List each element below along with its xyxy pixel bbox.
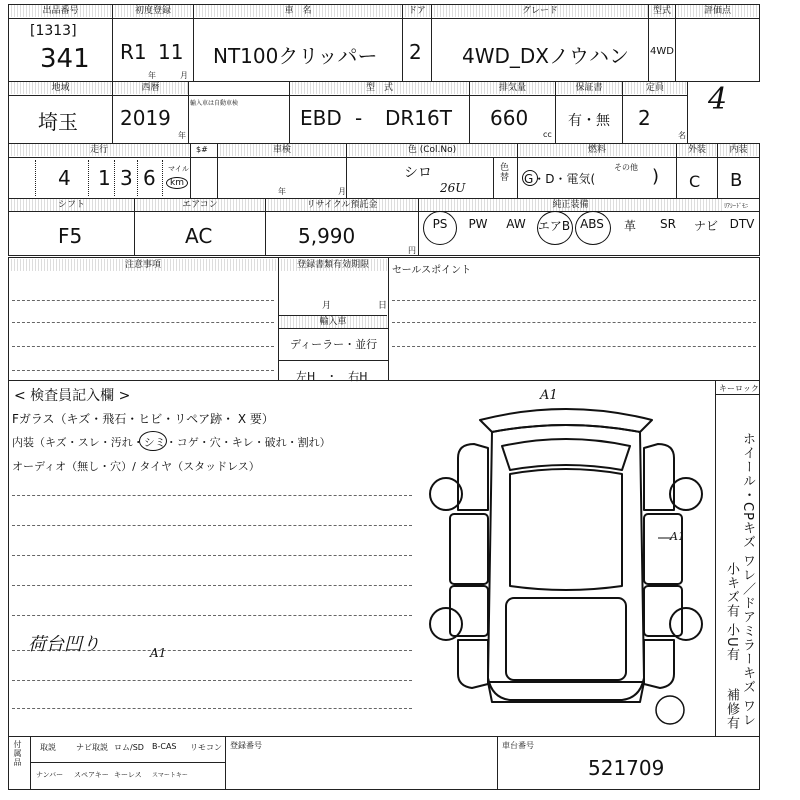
- header-fuel: 燃料: [518, 144, 676, 156]
- left-rear-fender: [458, 640, 488, 688]
- fuel-other: その他: [614, 163, 638, 172]
- model-code: DR16T: [385, 106, 452, 130]
- right-door: [644, 514, 682, 584]
- model-prefix: EBD: [300, 106, 342, 130]
- first-reg-month: 11: [158, 40, 184, 64]
- vertical-note-1: ホイール・CPキズ ワレ／ドアミラーキズ ワレ: [740, 432, 755, 728]
- handwritten-note-code: A1: [150, 646, 167, 660]
- vertical-note-2: 小キズ有 小U有: [724, 562, 739, 662]
- header-doors: ドア: [403, 5, 431, 17]
- model-dash: -: [355, 106, 363, 130]
- acc-manual: 取説: [40, 743, 56, 752]
- int-grade: B: [730, 170, 743, 191]
- inspection-year-mark: 年: [278, 187, 286, 196]
- ext-grade: C: [689, 172, 701, 191]
- header-car-name: 車 名: [194, 5, 402, 17]
- header-year: 西暦: [113, 82, 188, 94]
- inspector-line-interior: 内装（キズ・スレ・汚れ・シミ・コゲ・穴・キレ・破れ・割れ）: [12, 436, 331, 449]
- inspector-title: < 検査員記入欄 >: [14, 388, 131, 404]
- warranty-value: 有・無: [568, 113, 610, 129]
- reg-deadline-month: 月: [322, 301, 332, 311]
- header-importer: 輸入車: [279, 315, 387, 328]
- acc-keyless: キーレス: [114, 771, 142, 779]
- acc-rom-sd: ロム/SD: [114, 743, 144, 752]
- right-rear-tire: [670, 608, 702, 640]
- header-reg-deadline: 登録書類有効期限: [279, 259, 387, 271]
- color-code: 26U: [440, 181, 466, 195]
- displacement-value: 660: [490, 106, 529, 130]
- fuel-close: ): [652, 166, 660, 187]
- header-score: 評価点: [676, 5, 759, 17]
- equip-dtv: DTV: [729, 217, 755, 231]
- windshield: [502, 439, 630, 470]
- equip-navi: ナビ: [693, 219, 718, 233]
- header-equipment: 純正装備: [419, 199, 722, 211]
- acc-navi-manual: ナビ取説: [76, 743, 108, 752]
- importer-value: ディーラー・並行: [290, 338, 378, 351]
- fuel-options: G・D・電気(: [524, 172, 596, 186]
- aircon-value: AC: [185, 224, 213, 248]
- vertical-note-3: 補修有: [724, 688, 739, 730]
- mileage-digit-2: 1: [98, 166, 111, 190]
- accessories-side-label: 付属品: [13, 740, 22, 767]
- spare-tire: [656, 696, 684, 724]
- equip-leather: 革: [623, 219, 636, 233]
- inspection-month-mark: 月: [338, 187, 346, 196]
- first-reg-era: R1: [120, 40, 147, 64]
- mileage-digit-3: 3: [120, 166, 133, 190]
- mileage-unit-mile: マイル: [168, 165, 189, 173]
- acc-plate: ナンバー: [36, 771, 64, 779]
- acc-spare-key: スペアキー: [74, 771, 109, 779]
- handwritten-note: 荷台凹り: [28, 634, 100, 655]
- color-change-label: 色替: [498, 162, 508, 182]
- mileage-digit-4: 6: [143, 166, 156, 190]
- first-reg-month-mark: 月: [180, 71, 188, 80]
- equip-sr: SR: [660, 217, 676, 231]
- year-value: 2019: [120, 106, 171, 130]
- equip-ps-circle: [423, 211, 457, 245]
- region-value: 埼玉: [38, 110, 78, 134]
- steering-value: 左H ・ 右H: [296, 370, 368, 383]
- mileage-digit-1: 4: [58, 166, 71, 190]
- header-displacement: 排気量: [470, 82, 555, 94]
- capacity-unit: 名: [678, 131, 686, 140]
- lot-bracket: [1313]: [30, 23, 77, 39]
- equip-aw: AW: [506, 217, 526, 231]
- header-mileage: 走行: [9, 144, 189, 156]
- equip-pw: PW: [468, 217, 488, 231]
- header-sales-point: セールスポイント: [392, 265, 472, 276]
- header-ext: 外装: [677, 144, 717, 156]
- lot-number: 341: [40, 44, 90, 74]
- first-reg-year-mark: 年: [148, 71, 156, 80]
- header-notes: 注意事項: [9, 259, 277, 271]
- cabin-roof: [510, 469, 622, 590]
- equip-ps: PS: [432, 217, 448, 231]
- left-door: [450, 514, 488, 584]
- grade-value: 4WD_DXノウハン: [462, 44, 630, 68]
- header-model-code: 型式: [649, 5, 675, 17]
- year-suffix: 年: [178, 131, 186, 140]
- score-value: 4: [708, 82, 728, 117]
- equip-abs: ABS: [580, 217, 604, 231]
- equip-airbag-circle: [537, 211, 573, 245]
- acc-remote: リモコン: [190, 743, 222, 752]
- recycle-unit: 円: [408, 246, 416, 255]
- capacity-value: 2: [638, 106, 651, 130]
- diagram-mark-front: A1: [540, 388, 558, 403]
- right-front-fender: [644, 444, 674, 510]
- reg-deadline-day: 日: [378, 301, 388, 311]
- mileage-unit-km: km: [166, 177, 188, 189]
- header-lot: 出品番号: [9, 5, 112, 17]
- header-aircon: エアコン: [135, 199, 265, 211]
- left-front-fender: [458, 444, 488, 510]
- chassis-number: 521709: [588, 756, 665, 780]
- right-rear-fender: [644, 640, 674, 688]
- diagram-mark-right: A1: [670, 530, 685, 543]
- header-capacity: 定員: [623, 82, 687, 94]
- header-model-type: 型 式: [290, 82, 469, 94]
- front-bumper: [480, 409, 652, 432]
- color-name: シロ: [404, 165, 432, 181]
- header-first-reg: 初度登録: [113, 5, 193, 17]
- equip-airbag: エアB: [537, 219, 571, 233]
- shift-value: F5: [58, 224, 83, 248]
- header-import-reg: 輸入車は自動車検: [190, 100, 239, 107]
- header-color: 色 (Col.No): [347, 144, 517, 156]
- recycle-fee: 5,990: [298, 224, 356, 248]
- equip-abs-circle: [575, 211, 611, 245]
- inspector-line-audio: オーディオ（無し・穴）/ タイヤ（スタッドレス）: [12, 460, 260, 473]
- inspector-line-glass: Fガラス（キズ・飛石・ヒビ・リペア跡・ X 要）: [12, 412, 274, 426]
- stain-circle: [139, 431, 167, 451]
- acc-bcas: B-CAS: [152, 742, 177, 751]
- cargo-bed: [506, 598, 626, 680]
- doors-value: 2: [409, 40, 422, 64]
- header-recycle: リサイクル預託金: [266, 199, 418, 211]
- left-rear-tire: [430, 608, 462, 640]
- drive-tag: 4WD: [650, 46, 674, 57]
- header-warranty: 保証書: [556, 82, 622, 94]
- acc-smart-key: スマートキー: [152, 772, 188, 779]
- header-reg-number: 登録番号: [230, 741, 262, 750]
- vehicle-damage-diagram: [418, 388, 714, 733]
- header-key-lock: キーロック: [719, 384, 759, 393]
- header-inspection: 車検: [218, 144, 346, 156]
- sat-label: $#: [196, 145, 208, 154]
- header-chassis-number: 車台番号: [502, 741, 534, 750]
- header-region: 地域: [9, 82, 112, 94]
- header-shift: シフト: [9, 199, 134, 211]
- cc-unit: cc: [543, 130, 552, 139]
- body-outline: [488, 425, 644, 700]
- header-grade: グレード: [432, 5, 648, 17]
- car-name: NT100クリッパー: [213, 44, 378, 68]
- header-equip-extra: ﾘｱｼｰﾄﾞﾓﾆ: [724, 203, 749, 210]
- header-int: 内装: [718, 144, 759, 156]
